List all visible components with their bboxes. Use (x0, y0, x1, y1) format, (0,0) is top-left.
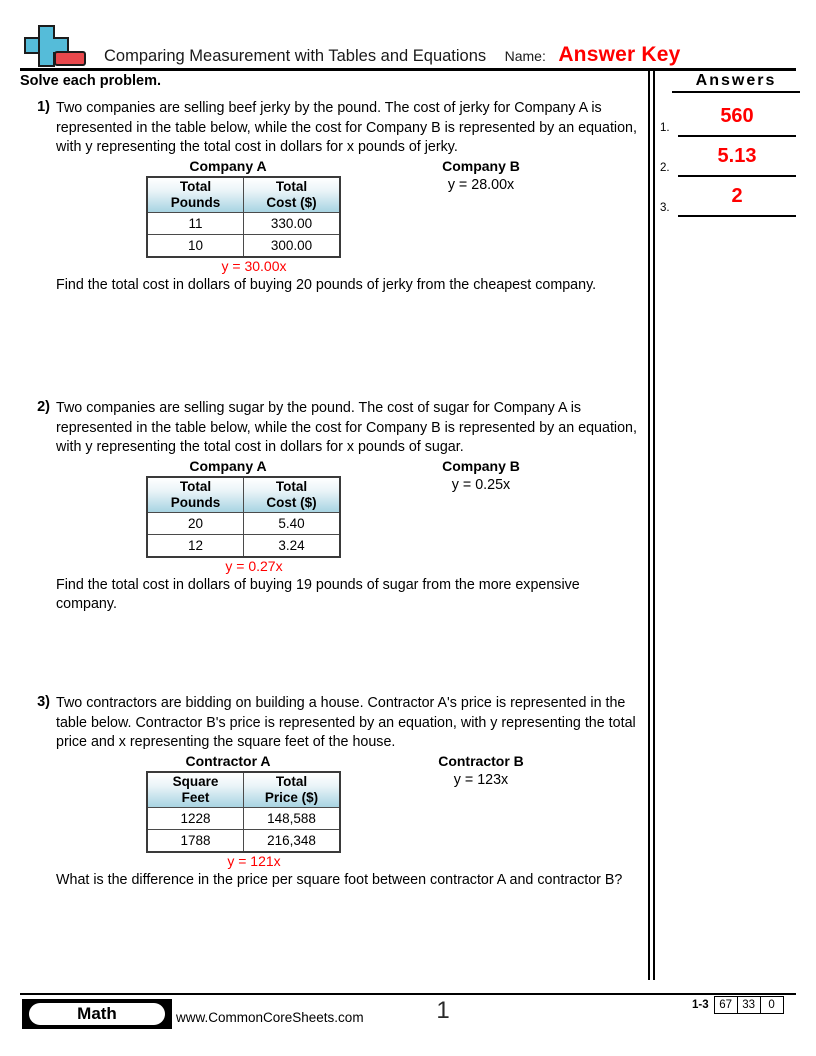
answer-row-2 (660, 144, 800, 184)
score-box: 67 (714, 996, 738, 1014)
table-cell: 5.40 (244, 512, 341, 534)
column-divider-left (648, 70, 650, 980)
problem-2 (20, 399, 642, 615)
table-cell: 148,588 (244, 807, 341, 829)
problem-question-2: Find the total cost in dollars of buying 19 pounds of sugar from the more expensive company. (56, 576, 580, 612)
company-b-equation-2: y = 0.25x (451, 476, 511, 493)
table-row (147, 512, 340, 534)
answer-row-3 (660, 184, 800, 224)
table-row (147, 534, 340, 557)
contractor-b-equation-3: y = 123x (453, 771, 509, 788)
problem-text-2: Two companies are selling sugar by the pound. The cost of sugar for Company A is represented in the table below, while the cost for Company B is represented by an equation, with y representing the total cost in dollars for x pounds of sugar. (56, 400, 637, 455)
data-table-2 (146, 476, 341, 558)
company-b-equation-1: y = 28.00x (447, 176, 515, 193)
table-cell: 216,348 (244, 829, 341, 852)
table-header-cell (147, 477, 244, 513)
table-cell: 11 (147, 212, 244, 234)
problem-question-1: Find the total cost in dollars of buying 20 pounds of jerky from the cheapest company. (56, 276, 597, 293)
problem-3 (20, 694, 642, 890)
footer-divider (20, 993, 796, 995)
table-caption-a-2: Company A (189, 457, 267, 474)
answer-value-3: 2 (731, 185, 743, 207)
table-caption-b-2: Company B (442, 457, 520, 474)
data-table-1 (146, 176, 341, 258)
problem-question-3: What is the difference in the price per square foot between contractor A and contractor B? (56, 871, 623, 888)
header-line-2: Cost ($) (266, 494, 317, 510)
table-header-cell (244, 772, 341, 808)
table-cell: 10 (147, 234, 244, 257)
header-line-2: Feet (181, 789, 210, 805)
table-caption-a-3: Contractor A (185, 752, 271, 769)
table-header-cell (147, 772, 244, 808)
header-line-2: Price ($) (264, 789, 319, 805)
score-box: 33 (737, 996, 761, 1014)
problem-text-1: Two companies are selling beef jerky by the pound. The cost of jerky for Company A is represented in the table below, while the cost for Company B is represented by an equation, with y representing the total cost in dollars for x pounds of jerky. (56, 100, 637, 155)
table-row (147, 829, 340, 852)
header-line-1: Total (275, 178, 308, 194)
table-row (147, 807, 340, 829)
table-cell: 1788 (147, 829, 244, 852)
table-header-row (147, 177, 340, 213)
score-range: 1-3 (692, 999, 709, 1011)
answer-blank-line-2 (678, 175, 796, 177)
header-line-1: Total (275, 478, 308, 494)
answer-blank-line-3 (678, 215, 796, 217)
header-divider (20, 68, 796, 71)
table-row (147, 234, 340, 257)
header-line-1: Total (275, 773, 308, 789)
problem-text-3: Two contractors are bidding on building a house. Contractor A's price is represented in the table below. Contractor B's price is represented by an equation, with y representing the total price and x representing the square feet of the house. (56, 695, 636, 750)
table-row (147, 212, 340, 234)
table-cell: 1228 (147, 807, 244, 829)
page-header (0, 0, 816, 72)
header-line-2: Pounds (170, 194, 221, 210)
table-caption-b-3: Contractor B (438, 752, 524, 769)
table-header-row (147, 772, 340, 808)
table-cell: 300.00 (244, 234, 341, 257)
title-bar (104, 43, 804, 69)
answer-annotation-1: y = 30.00x (221, 257, 287, 274)
problem-1 (20, 99, 642, 295)
answer-blank-line-1 (678, 135, 796, 137)
answer-value-2: 5.13 (717, 145, 757, 167)
problem-number-3: 3) (37, 694, 50, 710)
table-header-cell (244, 177, 341, 213)
header-line-1: Total (179, 478, 212, 494)
table-cell: 3.24 (244, 534, 341, 557)
plus-minus-logo-icon (22, 25, 84, 69)
header-line-2: Pounds (170, 494, 221, 510)
answer-value-1: 560 (720, 105, 754, 127)
header-line-1: Square (172, 773, 219, 789)
data-table-3 (146, 771, 341, 853)
table-cell: 20 (147, 512, 244, 534)
answers-heading: Answers (672, 72, 800, 93)
table-cell: 12 (147, 534, 244, 557)
score-strip (692, 996, 784, 1014)
table-header-cell (244, 477, 341, 513)
answer-number-3: 3. (660, 202, 670, 214)
problem-tables-2 (56, 458, 642, 576)
table-header-row (147, 477, 340, 513)
answer-row-1 (660, 104, 800, 144)
table-caption-b-1: Company B (442, 157, 520, 174)
problem-number-2: 2) (37, 399, 50, 415)
subject-badge (22, 999, 172, 1029)
subject-badge-label: Math (29, 1003, 165, 1025)
table-caption-a-1: Company A (189, 157, 267, 174)
answer-annotation-2: y = 0.27x (225, 557, 283, 574)
column-divider-right (653, 70, 655, 980)
website-url: www.CommonCoreSheets.com (176, 1010, 364, 1025)
page-number: 1 (436, 997, 450, 1024)
answer-number-1: 1. (660, 122, 670, 134)
header-line-1: Total (179, 178, 212, 194)
answer-annotation-3: y = 121x (227, 852, 281, 869)
table-header-cell (147, 177, 244, 213)
problem-number-1: 1) (37, 99, 50, 115)
header-line-2: Cost ($) (266, 194, 317, 210)
problem-tables-3 (56, 753, 642, 871)
table-cell: 330.00 (244, 212, 341, 234)
name-label: Name: (504, 48, 546, 64)
answer-key-badge: Answer Key (558, 43, 681, 66)
instructions: Solve each problem. (20, 73, 162, 89)
score-box: 0 (760, 996, 784, 1014)
problem-tables-1 (56, 158, 642, 276)
answer-number-2: 2. (660, 162, 670, 174)
page-title: Comparing Measurement with Tables and Equations (104, 47, 487, 65)
